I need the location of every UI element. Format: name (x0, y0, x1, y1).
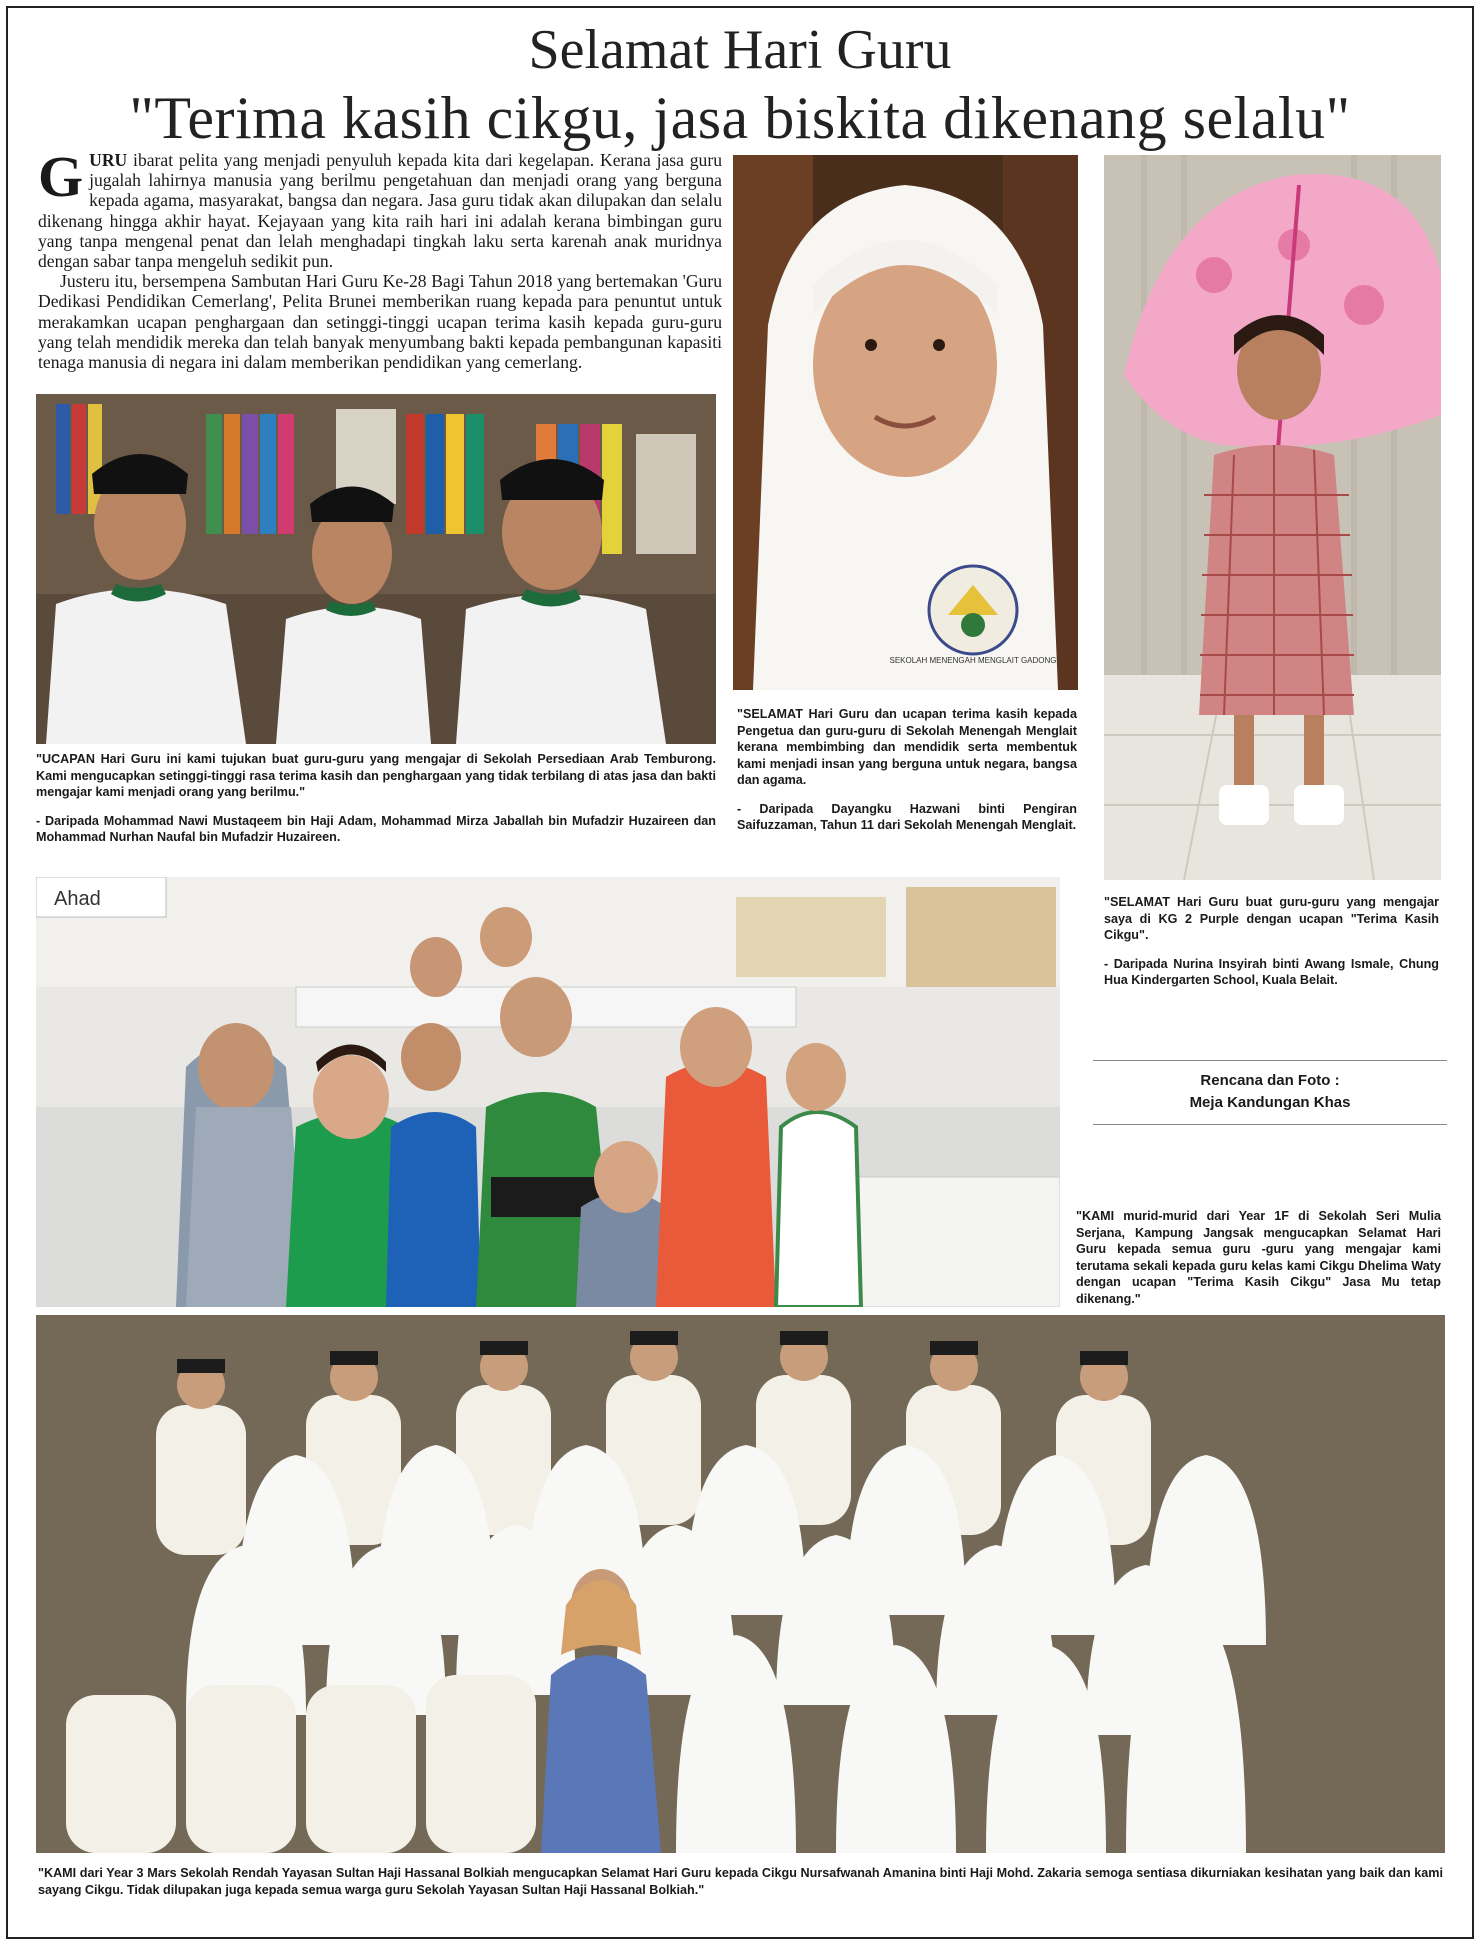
photo-class-group (36, 1315, 1445, 1853)
credit-line-1: Rencana dan Foto : (1200, 1072, 1340, 1089)
caption-kids-quote: "KAMI murid-murid dari Year 1F di Sekolah Seri Mulia Serjana, Kampung Jangsak mengucapkan Selamat Hari Guru kepada semua guru -guru yang mengajar kami terutama sekali kepada guru kelas kami Cikgu Dhelima Waty dengan ucapan "Terima Kasih Cikgu" Jasa Mu tetap dikenang." (1076, 1209, 1441, 1306)
credit-block (1093, 1070, 1447, 1114)
caption-umbrella (1104, 894, 1439, 1001)
credit-bottom-rule (1093, 1124, 1447, 1125)
sub-headline: "Terima kasih cikgu, jasa biskita dikenang selalu" (129, 85, 1351, 151)
credit-line-2: Meja Kandungan Khas (1189, 1094, 1351, 1111)
caption-boys (36, 751, 716, 858)
photo-girl-hijab (733, 155, 1078, 690)
caption-hijab-from: - Daripada Dayangku Hazwani binti Pengiran Saifuzzaman, Tahun 11 dari Sekolah Menengah Menglait. (737, 801, 1077, 832)
caption-group-quote: "KAMI dari Year 3 Mars Sekolah Rendah Yayasan Sultan Haji Hassanal Bolkiah mengucapkan Selamat Hari Guru kepada Cikgu Nursafwanah Amanina binti Haji Mohd. Zakaria semoga sentiasa dikurniakan kesihatan yang baik dan kami sayang Cikgu. Tidak dilupakan juga kepada semua warga guru Sekolah Yayasan Sultan Haji Hassanal Bolkiah." (38, 1866, 1443, 1897)
caption-umbrella-quote: "SELAMAT Hari Guru buat guru-guru yang mengajar saya di KG 2 Purple dengan ucapan "Terima Kasih Cikgu". (1104, 895, 1439, 942)
headline: Selamat Hari Guru (528, 19, 952, 81)
drop-cap: G (38, 144, 84, 209)
caption-boys-quote: "UCAPAN Hari Guru ini kami tujukan buat guru-guru yang mengajar di Sekolah Persediaan Arab Temburong. Kami mengucapkan setinggi-tinggi rasa terima kasih dan penghargaan yang tidak terbilang di atas jasa dan bakti mengajar kami menjadi orang yang berilmu." (36, 752, 716, 799)
caption-hijab (737, 706, 1077, 846)
credit-top-rule (1093, 1060, 1447, 1061)
intro-text-1: ibarat pelita yang menjadi penyuluh kepada kita dari kegelapan. Kerana jasa guru jugalah lahirnya manusia yang berilmu pengetahuan dan menjadi orang yang berguna kepada agama, masyarakat, bangsa dan negara. Jasa guru tidak akan dilupakan dan selalu dikenang hingga akhir hayat. Kejayaan yang kita raih hari ini adalah kerana bimbingan guru yang tanpa mengenal penat dan lelah menghadapi tingkah laku serta karenah anak muridnya dengan sabar tanpa mengeluh sedikit pun. (38, 150, 722, 272)
caption-boys-from: - Daripada Mohammad Nawi Mustaqeem bin Haji Adam, Mohammad Mirza Jaballah bin Mufadzir Huzaireen dan Mohammad Nurhan Naufal bin Mufadzir Huzaireen. (36, 813, 716, 844)
caption-group (38, 1865, 1443, 1910)
caption-umbrella-from: - Daripada Nurina Insyirah binti Awang Ismale, Chung Hua Kindergarten School, Kuala Belait. (1104, 956, 1439, 987)
photo-three-boys (36, 394, 716, 744)
photo-girl-umbrella (1104, 155, 1441, 880)
intro-lead: URU (89, 150, 128, 170)
photo-kids-classroom (36, 877, 1060, 1307)
intro-article (38, 144, 722, 373)
caption-kids (1076, 1208, 1441, 1319)
caption-hijab-quote: "SELAMAT Hari Guru dan ucapan terima kasih kepada Pengetua dan guru-guru di Sekolah Menengah Menglait kerana membimbing dan mendidik serta membentuk kami menjadi insan yang berguna untuk negara, bangsa dan agama. (737, 707, 1077, 787)
intro-paragraph-2: Justeru itu, bersempena Sambutan Hari Guru Ke-28 Bagi Tahun 2018 yang bertemakan 'Guru Dedikasi Pendidikan Cemerlang', Pelita Brunei memberikan ruang kepada para penuntut untuk merakamkan ucapan penghargaan dan setinggi-tinggi ucapan terima kasih kepada guru-guru yang telah mendidik mereka dan telah banyak menyumbang bakti kepada pembangunan kapasiti tenaga manusia di negara ini dalam memberikan pendidikan yang cemerlang. (38, 271, 722, 373)
intro-paragraph-1 (38, 144, 722, 272)
uniform-badge-text: SEKOLAH MENENGAH MENGLAIT GADONG (889, 656, 1057, 665)
class-sign-text: Ahad (54, 888, 101, 910)
